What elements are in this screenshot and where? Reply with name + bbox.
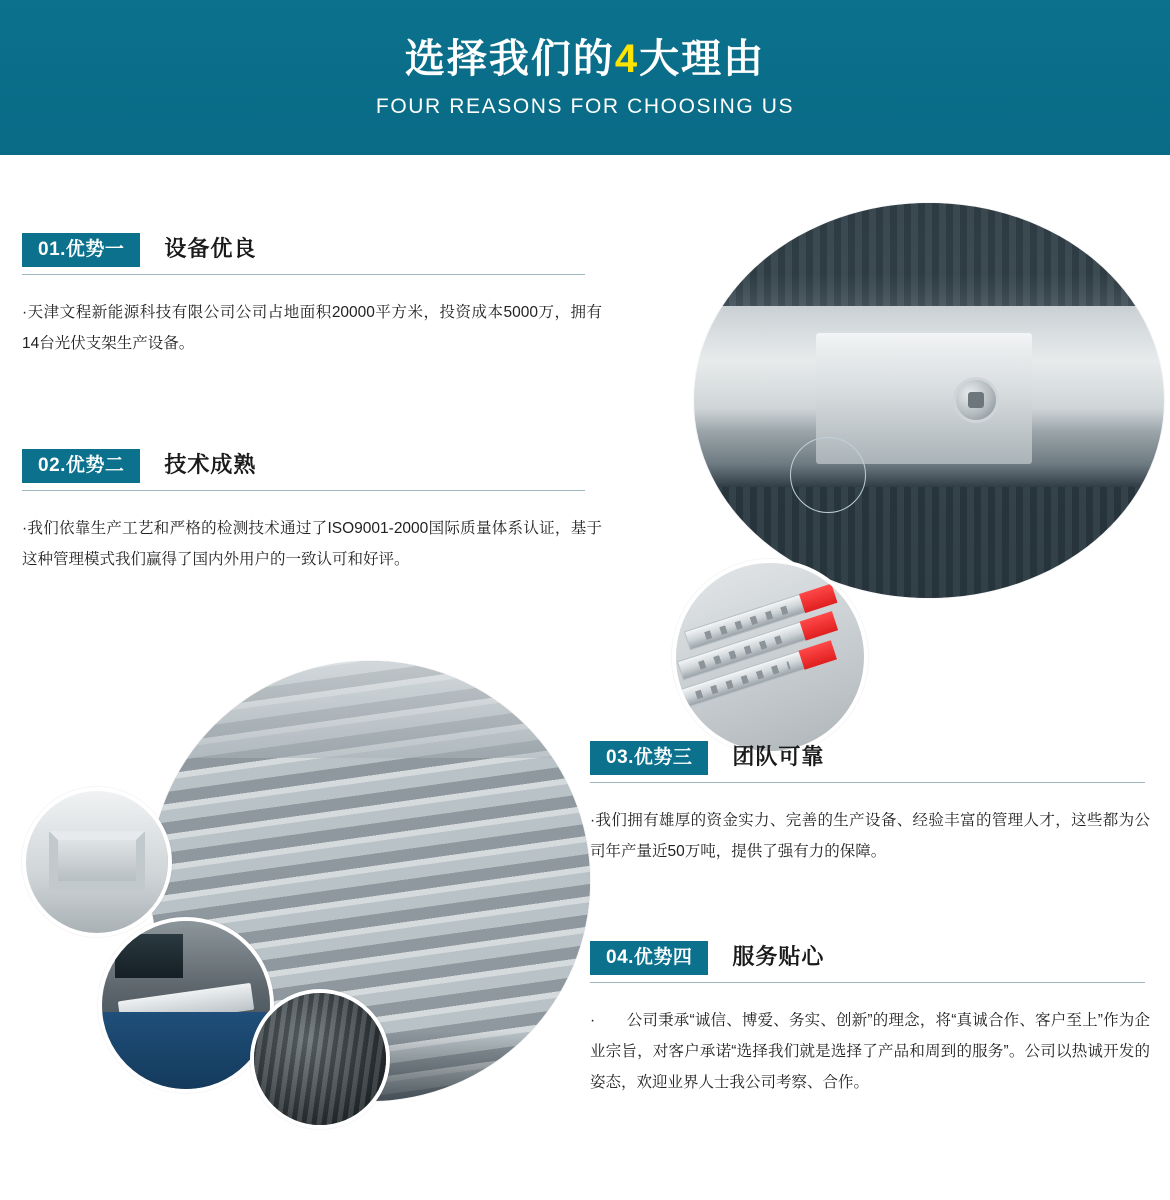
page-title xyxy=(405,37,765,81)
solar-panel-clamp-photo xyxy=(694,203,1164,598)
reason-3-divider xyxy=(590,782,1145,783)
reason-3-heading xyxy=(590,735,1150,775)
reason-1-heading xyxy=(22,227,602,267)
c-channel-photo xyxy=(22,787,172,937)
reason-section-3 xyxy=(590,735,1150,867)
reason-4-tag: 04.优势四 xyxy=(590,941,708,975)
reason-2-title: 技术成熟 xyxy=(164,452,257,477)
reason-2-body: ·我们依靠生产工艺和严格的检测技术通过了ISO9001-2000国际质量体系认证，基于这种管理模式我们赢得了国内外用户的一致认可和好评。 xyxy=(22,520,602,568)
content-area xyxy=(0,155,1170,1200)
reason-1-divider xyxy=(22,274,585,275)
reason-4-heading xyxy=(590,935,1150,975)
reason-section-1 xyxy=(22,227,602,359)
page-title-accent: 4 xyxy=(614,36,640,81)
reason-section-4 xyxy=(590,935,1150,1098)
reason-4-title: 服务贴心 xyxy=(732,944,825,969)
reason-1-body: ·天津文程新能源科技有限公司公司占地面积20000平方米，投资成本5000万，拥有14台光伏支架生产设备。 xyxy=(22,304,602,352)
reason-3-tag: 03.优势三 xyxy=(590,741,708,775)
reason-3-title: 团队可靠 xyxy=(732,744,825,769)
reason-2-heading xyxy=(22,443,602,483)
reason-2-tag: 02.优势二 xyxy=(22,449,140,483)
page-title-suffix: 大理由 xyxy=(639,36,766,81)
page-title-prefix: 选择我们的 xyxy=(404,36,615,81)
reason-3-body: ·我们拥有雄厚的资金实力、完善的生产设备、经验丰富的管理人才，这些都为公司年产量近50万吨，提供了强有力的保障。 xyxy=(590,812,1150,860)
strut-channel-bars-photo xyxy=(672,559,868,755)
production-machine-photo xyxy=(98,917,274,1093)
reason-4-body: · 公司秉承“诚信、博爱、务实、创新”的理念，将“真诚合作、客户至上”作为企业宗旨，对客户承诺“选择我们就是选择了产品和周到的服务”。公司以热诚开发的姿态，欢迎业界人士我公司考察、合作。 xyxy=(590,1012,1150,1091)
decorative-circle-outline xyxy=(790,437,866,513)
reason-2-divider xyxy=(22,490,585,491)
reason-1-tag: 01.优势一 xyxy=(22,233,140,267)
bundled-rolls-photo xyxy=(250,989,390,1129)
reason-section-2 xyxy=(22,443,602,575)
reason-1-title: 设备优良 xyxy=(164,236,257,261)
page-header xyxy=(0,0,1170,155)
reason-4-divider xyxy=(590,982,1145,983)
page-subtitle: FOUR REASONS FOR CHOOSING US xyxy=(375,94,795,118)
